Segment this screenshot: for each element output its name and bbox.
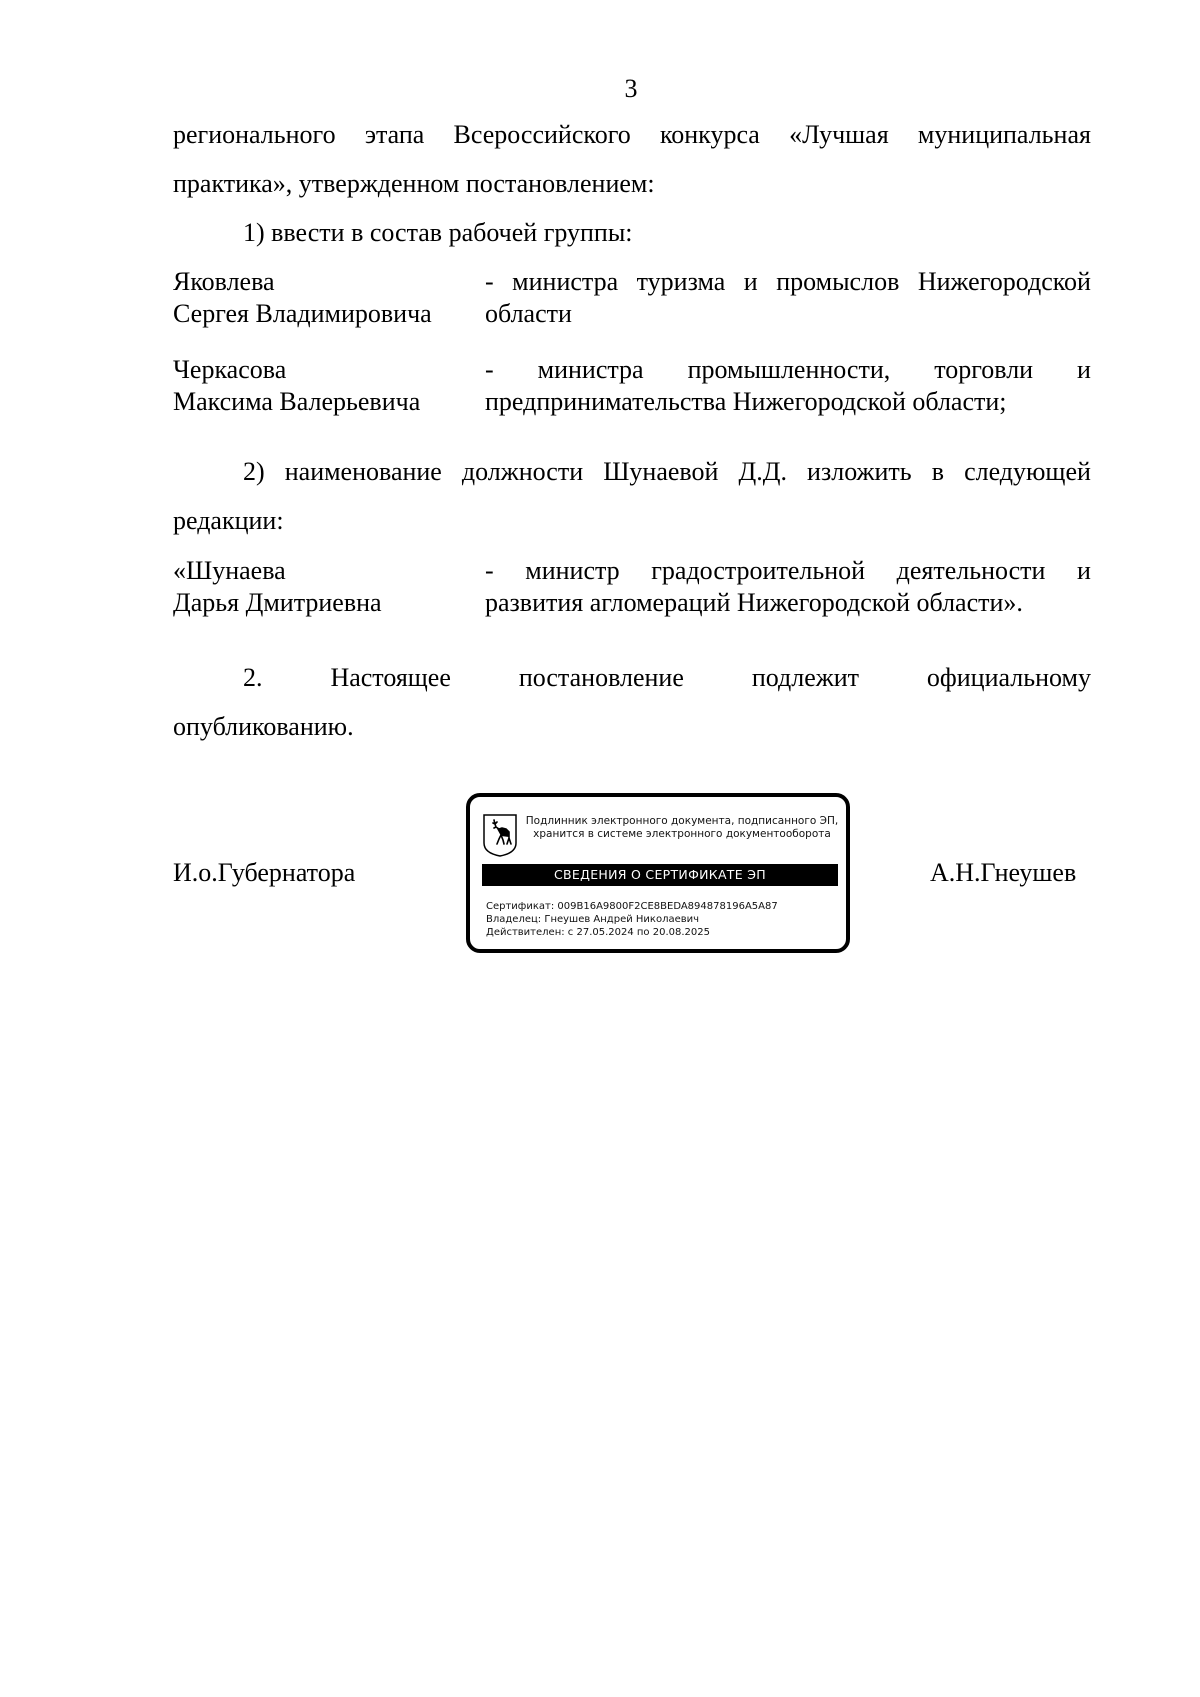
position-word: торговли <box>934 355 1034 384</box>
clause-2-word: постановление <box>518 663 684 692</box>
stamp-header-line-2: хранится в системе электронного документооборота <box>533 828 831 840</box>
clause-2-word: Настоящее <box>330 663 451 692</box>
position-word: министра <box>537 355 644 384</box>
clause-2-word: официальному <box>926 663 1091 692</box>
position-word: Нижегородской <box>917 267 1091 296</box>
member-position-line-1 <box>485 555 1091 587</box>
member-surname: «Шунаева <box>173 556 286 585</box>
item-2-word: в <box>931 457 944 486</box>
member-position <box>485 555 1091 619</box>
signatory-name: А.Н.Гнеушев <box>930 858 1077 887</box>
signatory-title: И.о.Губернатора <box>173 858 356 887</box>
item-2-word: следующей <box>964 457 1091 486</box>
intro-line-2: практика», утвержденном постановлением: <box>173 169 655 198</box>
clause-2-line-2: опубликованию. <box>173 712 354 741</box>
item-1-text: 1) ввести в состав рабочей группы: <box>243 218 633 247</box>
member-given-names: Максима Валерьевича <box>173 387 421 416</box>
intro-word: «Лучшая <box>789 120 889 149</box>
position-word: промышленности, <box>687 355 891 384</box>
member-given-names: Дарья Дмитриевна <box>173 588 382 617</box>
position-word: деятельности <box>896 556 1046 585</box>
member-position-line-1 <box>485 266 1091 298</box>
item-2-line-2: редакции: <box>173 506 284 535</box>
stamp-header <box>522 815 842 841</box>
clause-2-paragraph <box>173 653 1091 751</box>
item-2-word: должности <box>461 457 584 486</box>
certificate-number: Сертификат: 009B16A9800F2CE8BEDA894878196A5A87 <box>486 901 778 912</box>
position-word: - <box>485 267 494 296</box>
certificate-details <box>486 900 778 939</box>
item-2-paragraph <box>173 447 1091 545</box>
member-name <box>173 266 473 330</box>
position-word: и <box>1077 355 1091 384</box>
intro-word: этапа <box>364 120 425 149</box>
intro-word: Всероссийского <box>453 120 631 149</box>
item-2-word: 2) <box>243 457 265 486</box>
position-word: министр <box>525 556 620 585</box>
position-word: и <box>743 267 758 296</box>
stamp-header-line-1: Подлинник электронного документа, подписанного ЭП, <box>525 815 839 827</box>
clause-2-word: подлежит <box>751 663 859 692</box>
certificate-validity: Действителен: с 27.05.2024 по 20.08.2025 <box>486 927 710 938</box>
member-given-names: Сергея Владимировича <box>173 299 432 328</box>
certificate-owner: Владелец: Гнеушев Андрей Николаевич <box>486 914 700 925</box>
position-word: министра <box>512 267 619 296</box>
e-signature-stamp <box>466 793 850 953</box>
member-row <box>173 354 1091 420</box>
position-word: градостроительной <box>651 556 866 585</box>
intro-word: регионального <box>173 120 336 149</box>
intro-word: муниципальная <box>917 120 1091 149</box>
item-2-line-1 <box>173 447 1091 496</box>
page-number: 3 <box>624 74 638 103</box>
certificate-info-bar: СВЕДЕНИЯ О СЕРТИФИКАТЕ ЭП <box>482 864 838 886</box>
position-word: туризма <box>636 267 726 296</box>
member-row <box>173 555 1091 621</box>
member-row <box>173 266 1091 332</box>
clause-2-line-1 <box>173 653 1091 702</box>
position-word: промыслов <box>776 267 900 296</box>
item-2-word: наименование <box>284 457 442 486</box>
member-position-line-2: области <box>485 299 572 328</box>
position-word: - <box>485 556 494 585</box>
member-position-line-2: развития агломераций Нижегородской области». <box>485 588 1023 617</box>
clause-2-word: 2. <box>243 663 263 692</box>
member-position <box>485 266 1091 330</box>
item-2-word: изложить <box>807 457 912 486</box>
deer-emblem-icon <box>482 813 518 857</box>
member-position <box>485 354 1091 418</box>
member-position-line-1 <box>485 354 1091 386</box>
intro-word: конкурса <box>659 120 760 149</box>
item-2-word: Д.Д. <box>738 457 787 486</box>
member-surname: Яковлева <box>173 267 275 296</box>
member-surname: Черкасова <box>173 355 287 384</box>
item-2-word: Шунаевой <box>603 457 719 486</box>
member-name <box>173 354 473 418</box>
position-word: - <box>485 355 494 384</box>
intro-line-1 <box>173 110 1091 159</box>
position-word: и <box>1077 556 1091 585</box>
member-name <box>173 555 473 619</box>
member-position-line-2: предпринимательства Нижегородской области; <box>485 387 1007 416</box>
intro-paragraph <box>173 110 1091 208</box>
